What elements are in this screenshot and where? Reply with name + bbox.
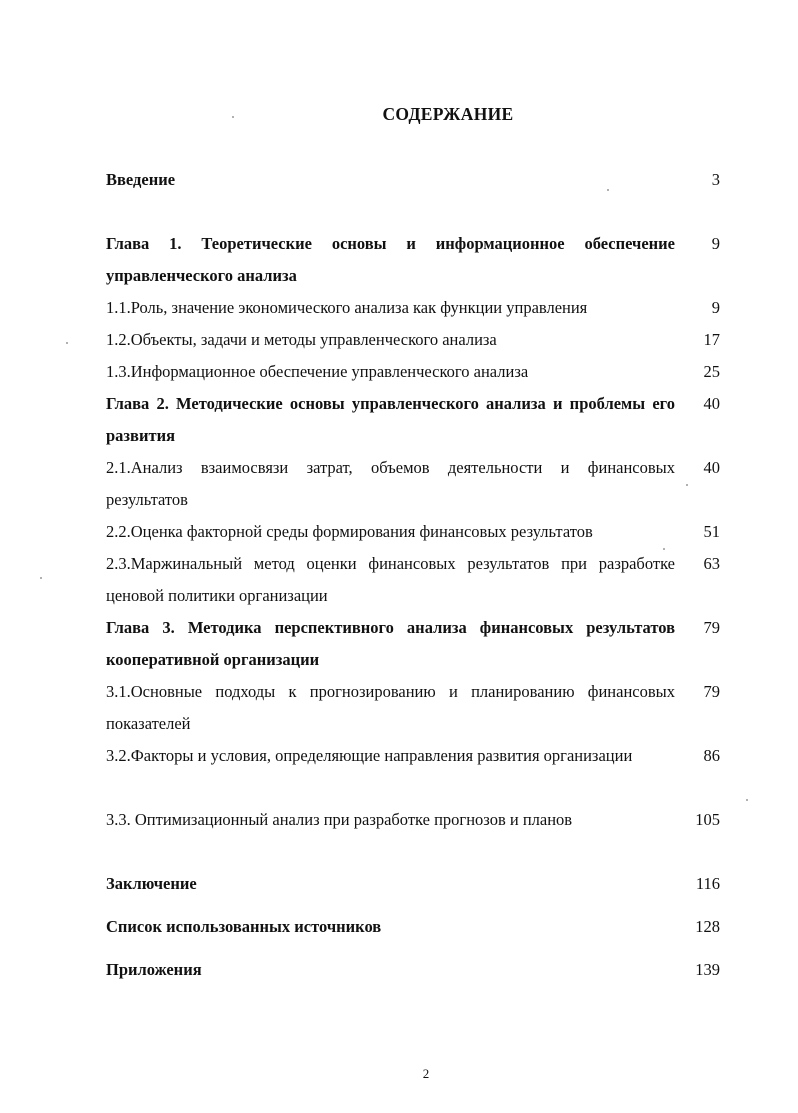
toc-entry-chapter-1[interactable] [106,228,720,292]
toc-entry-text: Список использованных источников [106,917,382,936]
scan-speck [40,577,42,579]
toc-entry-text: 3.3. Оптимизационный анализ при разработке прогнозов и планов [106,810,573,829]
toc-entry-text: 2.3.Маржинальный метод оценки финансовых результатов при разработке ценовой политики организации [106,554,675,605]
toc-entry-text: Заключение [106,874,197,893]
toc-entry-section-3-3[interactable] [106,804,720,836]
toc-entry-page: 25 [703,362,720,381]
toc-entry-text: 1.3.Информационное обеспечение управленческого анализа [106,362,529,381]
toc-entry-text: 1.1.Роль, значение экономического анализа как функции управления [106,298,588,317]
toc-entry-text: 3.1.Основные подходы к прогнозированию и планированию финансовых показателей [106,682,675,733]
toc-entry-page: 79 [703,618,720,637]
toc-entry-sources[interactable] [106,911,720,943]
toc-entry-page: 17 [703,330,720,349]
toc-entry-section-3-2[interactable] [106,740,720,772]
toc-entry-section-1-3[interactable] [106,356,720,388]
toc-entry-page: 128 [695,917,720,936]
toc-entry-section-1-2[interactable] [106,324,720,356]
scan-speck [607,189,609,191]
toc-entry-page: 40 [703,394,720,413]
toc-entry-page: 51 [703,522,720,541]
toc-entry-appendix[interactable] [106,954,720,986]
toc-entry-text: Глава 1. Теоретические основы и информационное обеспечение управленческого анализа [106,234,675,285]
toc-entry-text: Введение [106,170,176,189]
toc-entry-section-1-1[interactable] [106,292,720,324]
toc-entry-text: 1.2.Объекты, задачи и методы управленческого анализа [106,330,497,349]
toc-entry-page: 86 [703,746,720,765]
toc-entry-page: 116 [695,874,720,893]
toc-entry-page: 105 [695,810,720,829]
toc-entry-text: 2.2.Оценка факторной среды формирования финансовых результатов [106,522,593,541]
toc-entry-page: 79 [703,682,720,701]
toc-entry-text: 3.2.Факторы и условия, определяющие направления развития организации [106,746,633,765]
toc-entry-page: 3 [711,170,720,189]
scan-speck [686,484,688,486]
toc-entry-page: 63 [703,554,720,573]
toc-entry-section-2-2[interactable] [106,516,720,548]
toc-entry-page: 40 [703,458,720,477]
toc-entry-page: 139 [695,960,720,979]
toc-entry-page: 9 [711,298,720,317]
toc-entry-text: Глава 2. Методические основы управленческого анализа и проблемы его развития [106,394,675,445]
toc-entry-text: Глава 3. Методика перспективного анализа финансовых результатов кооперативной организации [106,618,675,669]
toc-entry-page: 9 [711,234,720,253]
toc-entry-section-3-1[interactable] [106,676,720,740]
scan-speck [232,116,234,118]
toc-entry-section-2-1[interactable] [106,452,720,516]
scan-speck [663,548,665,550]
toc-entry-text: Приложения [106,960,202,979]
toc-entry-chapter-2[interactable] [106,388,720,452]
toc-entry-text: 2.1.Анализ взаимосвязи затрат, объемов деятельности и финансовых результатов [106,458,675,509]
scan-speck [746,799,748,801]
scan-speck [66,342,68,344]
toc-entry-section-2-3[interactable] [106,548,720,612]
toc-entry-chapter-3[interactable] [106,612,720,676]
page-title: СОДЕРЖАНИЕ [382,104,514,124]
toc-entry-introduction[interactable] [106,164,720,196]
page-number: 2 [422,1066,430,1081]
toc-entry-conclusion[interactable] [106,868,720,900]
